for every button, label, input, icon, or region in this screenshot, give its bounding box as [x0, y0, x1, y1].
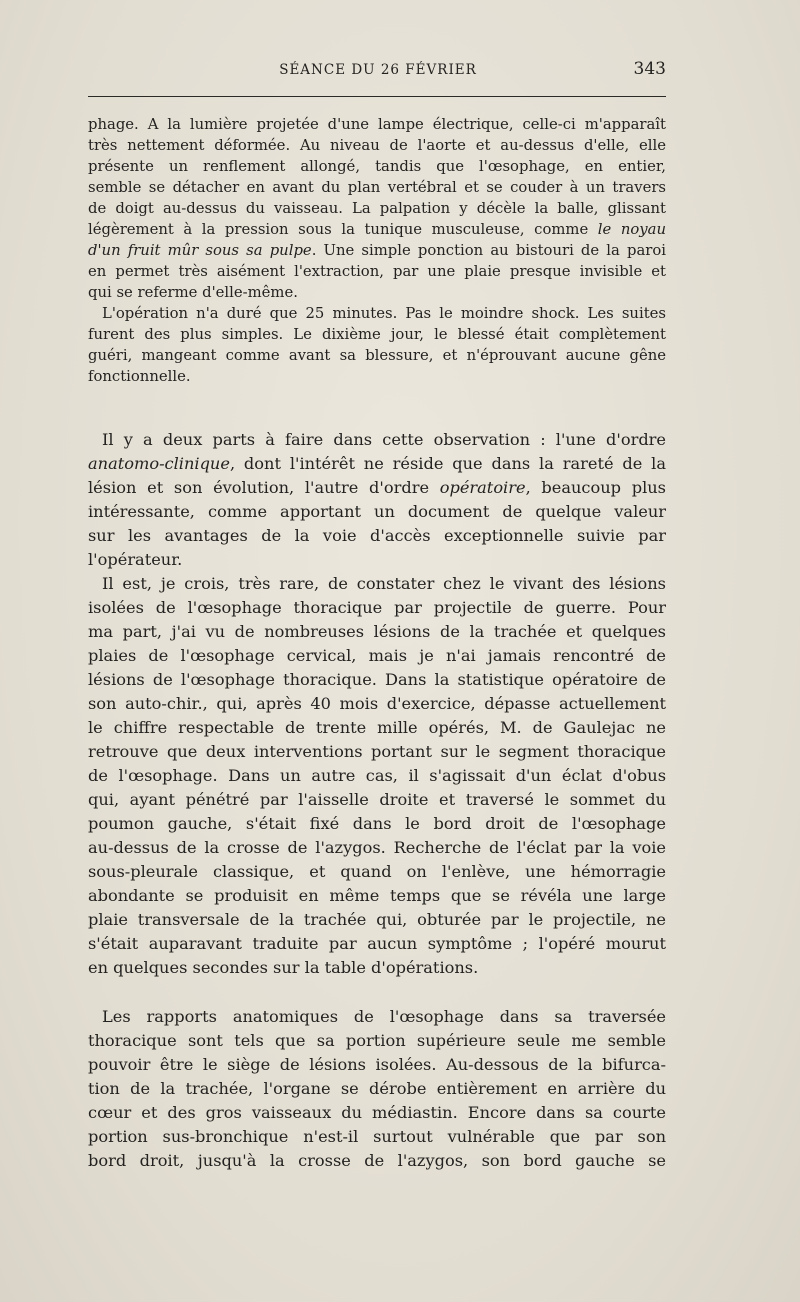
text-line: s'était auparavant traduite par aucun symptôme ; l'opéré mourut: [88, 934, 666, 953]
italic-span: opératoire: [439, 478, 526, 497]
italic-span: le noyau: [597, 221, 666, 238]
text-line: furent des plus simples. Le dixième jour, le blessé était complètement: [88, 326, 666, 343]
text-line: fonctionnelle.: [88, 368, 191, 385]
text-span: . Une simple ponction au bistouri de la paroi: [311, 242, 667, 259]
text-line: en quelques secondes sur la table d'opérations.: [88, 958, 479, 977]
text-line: qui, ayant pénétré par l'aisselle droite et traversé le sommet du: [88, 790, 666, 809]
text-line: de l'œsophage. Dans un autre cas, il s'agissait d'un éclat d'obus: [88, 766, 666, 785]
text-line: sous-pleurale classique, et quand on l'enlève, une hémorragie: [88, 862, 666, 881]
text-line: qui se referme d'elle-même.: [88, 284, 298, 301]
text-line: intéressante, comme apportant un document de quelque valeur: [88, 502, 666, 521]
text-line: le chiffre respectable de trente mille opérés, M. de Gaulejac ne: [88, 718, 666, 737]
text-line: très nettement déformée. Au niveau de l'aorte et au-dessus d'elle, elle: [88, 137, 666, 154]
text-line: sur les avantages de la voie d'accès exceptionnelle suivie par: [88, 526, 666, 545]
text-line: L'opération n'a duré que 25 minutes. Pas le moindre shock. Les suites: [102, 305, 666, 322]
running-title: SÉANCE DU 26 FÉVRIER: [279, 62, 477, 78]
text-line: Il y a deux parts à faire dans cette observation : l'une d'ordre: [102, 430, 666, 449]
text-line: cœur et des gros vaisseaux du médiastin. Encore dans sa courte: [88, 1103, 666, 1122]
text-span: , dont l'intérêt ne réside que dans la rareté de la: [229, 454, 666, 473]
text-line: au-dessus de la crosse de l'azygos. Recherche de l'éclat par la voie: [88, 838, 666, 857]
text-line: lésions de l'œsophage thoracique. Dans la statistique opératoire de: [88, 670, 666, 689]
text-line: retrouve que deux interventions portant sur le segment thoracique: [88, 742, 666, 761]
italic-span: anatomo-clinique: [88, 454, 230, 473]
text-line: portion sus-bronchique n'est-il surtout vulnérable que par son: [88, 1127, 666, 1146]
text-line: abondante se produisit en même temps que se révéla une large: [88, 886, 666, 905]
text-line: l'opérateur.: [88, 550, 183, 569]
text-line: [88, 452, 666, 476]
page-number: 343: [633, 59, 666, 79]
text-line: présente un renflement allongé, tandis que l'œsophage, en entier,: [88, 158, 666, 175]
text-line: Il est, je crois, très rare, de constater chez le vivant des lésions: [102, 574, 666, 593]
text-line: Les rapports anatomiques de l'œsophage dans sa traversée: [102, 1007, 666, 1026]
text-line: pouvoir être le siège de lésions isolées. Au-dessous de la bifurca-: [88, 1055, 666, 1074]
text-line: de doigt au-dessus du vaisseau. La palpation y décèle la balle, glissant: [88, 200, 666, 217]
text-line: phage. A la lumière projetée d'une lampe électrique, celle-ci m'apparaît: [88, 116, 666, 133]
text-line: isolées de l'œsophage thoracique par projectile de guerre. Pour: [88, 598, 666, 617]
text-line: [88, 219, 666, 240]
text-line: poumon gauche, s'était fixé dans le bord droit de l'œsophage: [88, 814, 666, 833]
text-line: plaies de l'œsophage cervical, mais je n'ai jamais rencontré de: [88, 646, 666, 665]
text-span: , beaucoup plus: [525, 478, 666, 497]
text-span: lésion et son évolution, l'autre d'ordre: [88, 478, 440, 497]
text-line: guéri, mangeant comme avant sa blessure, et n'éprouvant aucune gêne: [88, 347, 666, 364]
header-rule: [88, 96, 666, 97]
page-header: [88, 58, 668, 84]
italic-span: d'un fruit mûr sous sa pulpe: [88, 242, 312, 259]
text-line: [88, 476, 666, 500]
text-line: semble se détacher en avant du plan vertébral et se couder à un travers: [88, 179, 666, 196]
text-line: [88, 240, 666, 261]
text-line: tion de la trachée, l'organe se dérobe entièrement en arrière du: [88, 1079, 666, 1098]
text-span: légèrement à la pression sous la tunique musculeuse, comme: [88, 221, 598, 238]
text-line: thoracique sont tels que sa portion supérieure seule me semble: [88, 1031, 666, 1050]
text-line: plaie transversale de la trachée qui, obturée par le projectile, ne: [88, 910, 666, 929]
text-line: en permet très aisément l'extraction, par une plaie presque invisible et: [88, 263, 666, 280]
text-line: ma part, j'ai vu de nombreuses lésions de la trachée et quelques: [88, 622, 666, 641]
text-line: son auto-chir., qui, après 40 mois d'exercice, dépasse actuellement: [88, 694, 666, 713]
text-line: bord droit, jusqu'à la crosse de l'azygos, son bord gauche se: [88, 1151, 666, 1170]
